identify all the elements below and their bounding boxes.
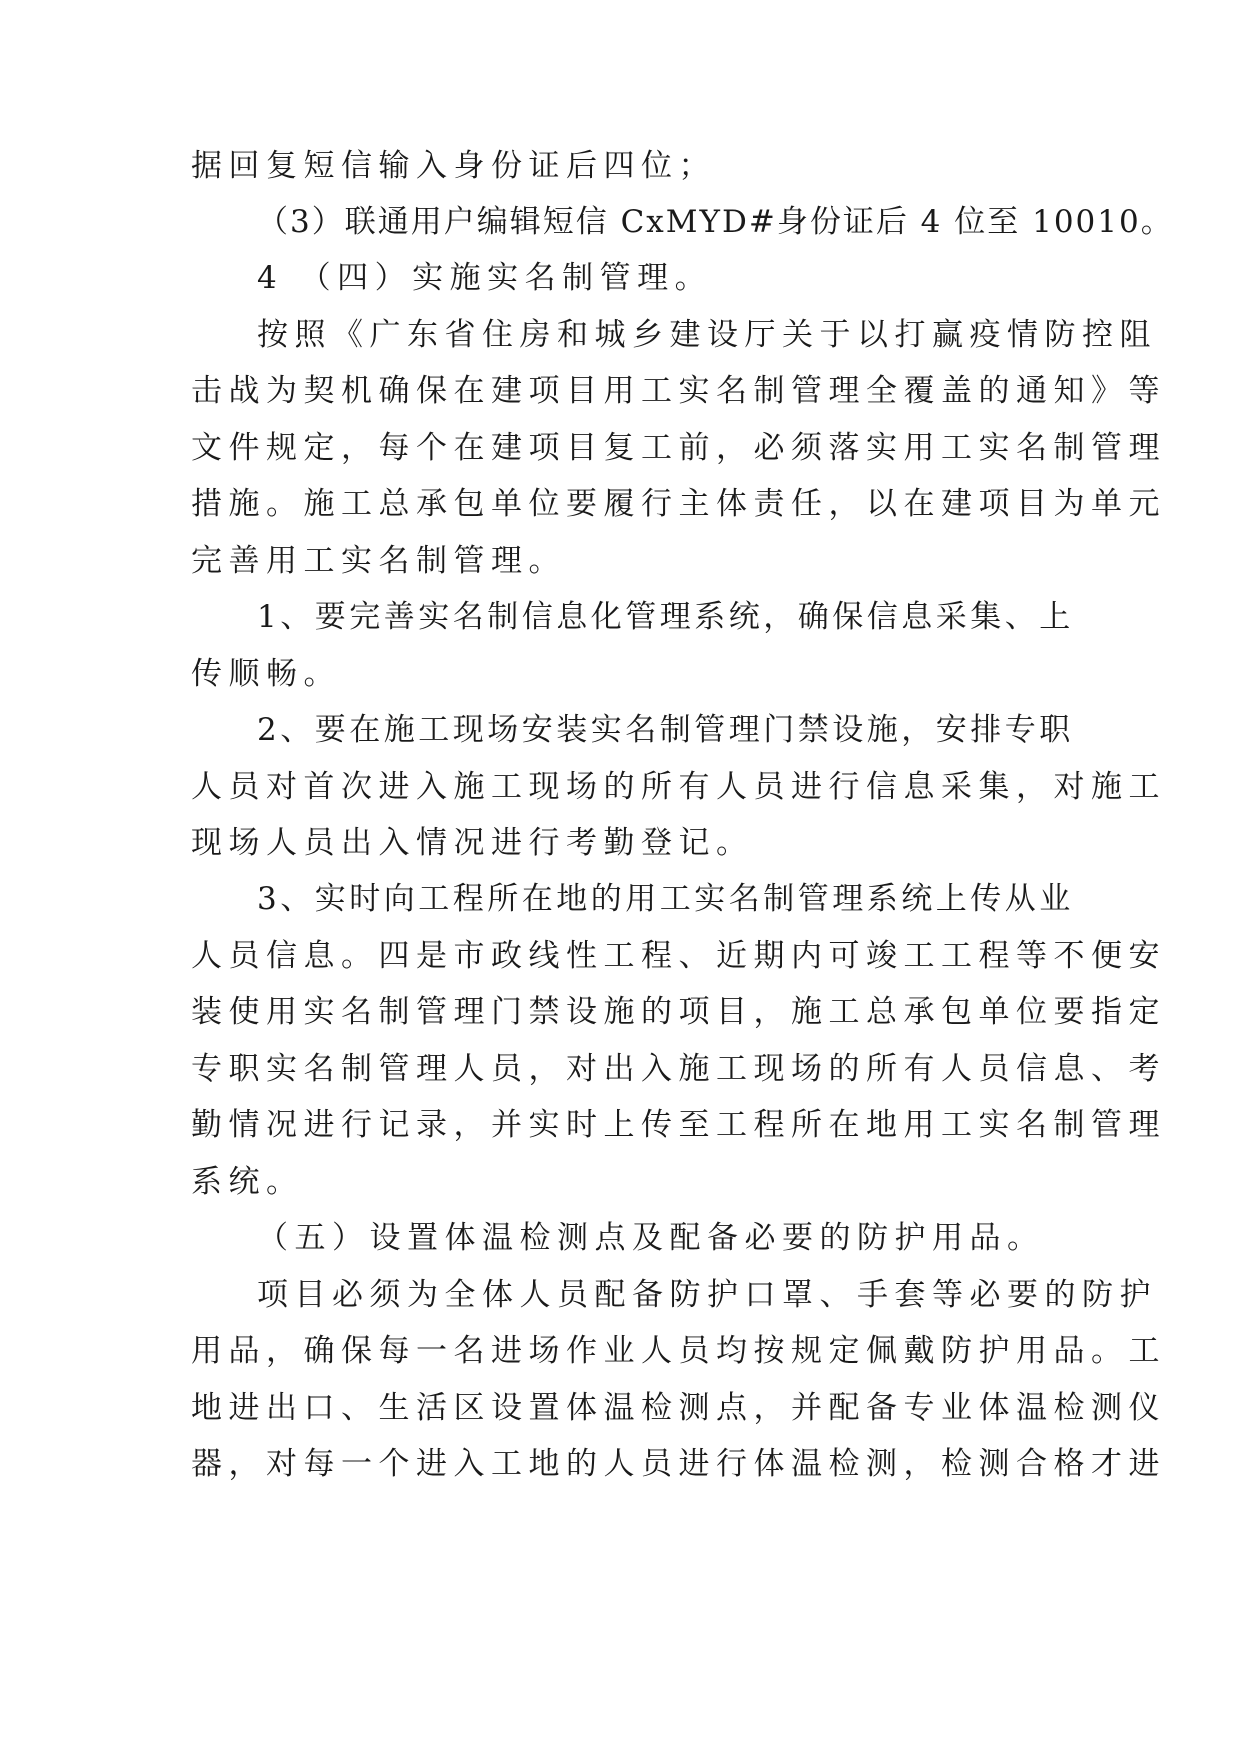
text-line: 文件规定，每个在建项目复工前，必须落实用工实名制管理 (191, 430, 1166, 466)
text-line: 装使用实名制管理门禁设施的项目，施工总承包单位要指定 (191, 994, 1166, 1030)
text-line: 据回复短信输入身份证后四位； (191, 148, 716, 184)
text-line: 专职实名制管理人员，对出入施工现场的所有人员信息、考 (191, 1051, 1166, 1087)
text-line: 地进出口、生活区设置体温检测点，并配备专业体温检测仪 (191, 1390, 1166, 1426)
text-line: 人员对首次进入施工现场的所有人员进行信息采集，对施工 (191, 769, 1166, 805)
text-line: 措施。施工总承包单位要履行主体责任，以在建项目为单元 (191, 486, 1166, 522)
text-line: 人员信息。四是市政线性工程、近期内可竣工工程等不便安 (191, 938, 1166, 974)
text-line: 勤情况进行记录，并实时上传至工程所在地用工实名制管理 (191, 1107, 1166, 1143)
text-line: 系统。 (191, 1164, 304, 1200)
text-line: 用品，确保每一名进场作业人员均按规定佩戴防护用品。工 (191, 1333, 1166, 1369)
text-line: 1、要完善实名制信息化管理系统，确保信息采集、上 (257, 599, 1074, 635)
text-line: （3）联通用户编辑短信 CxMYD#身份证后 4 位至 10010。 (257, 204, 1174, 240)
text-line: 按照《广东省住房和城乡建设厅关于以打赢疫情防控阻 (257, 317, 1157, 353)
section-heading: （五）设置体温检测点及配备必要的防护用品。 (257, 1220, 1045, 1256)
text-line: 现场人员出入情况进行考勤登记。 (191, 825, 754, 861)
text-line: 完善用工实名制管理。 (191, 543, 566, 579)
text-line: 3、实时向工程所在地的用工实名制管理系统上传从业 (257, 881, 1074, 917)
text-line: 项目必须为全体人员配备防护口罩、手套等必要的防护 (257, 1277, 1157, 1313)
text-line: 传顺畅。 (191, 656, 341, 692)
section-heading: 4 （四）实施实名制管理。 (257, 260, 713, 296)
text-line: 2、要在施工现场安装实名制管理门禁设施，安排专职 (257, 712, 1074, 748)
text-line: 器，对每一个进入工地的人员进行体温检测，检测合格才进 (191, 1446, 1166, 1482)
text-line: 击战为契机确保在建项目用工实名制管理全覆盖的通知》等 (191, 373, 1166, 409)
